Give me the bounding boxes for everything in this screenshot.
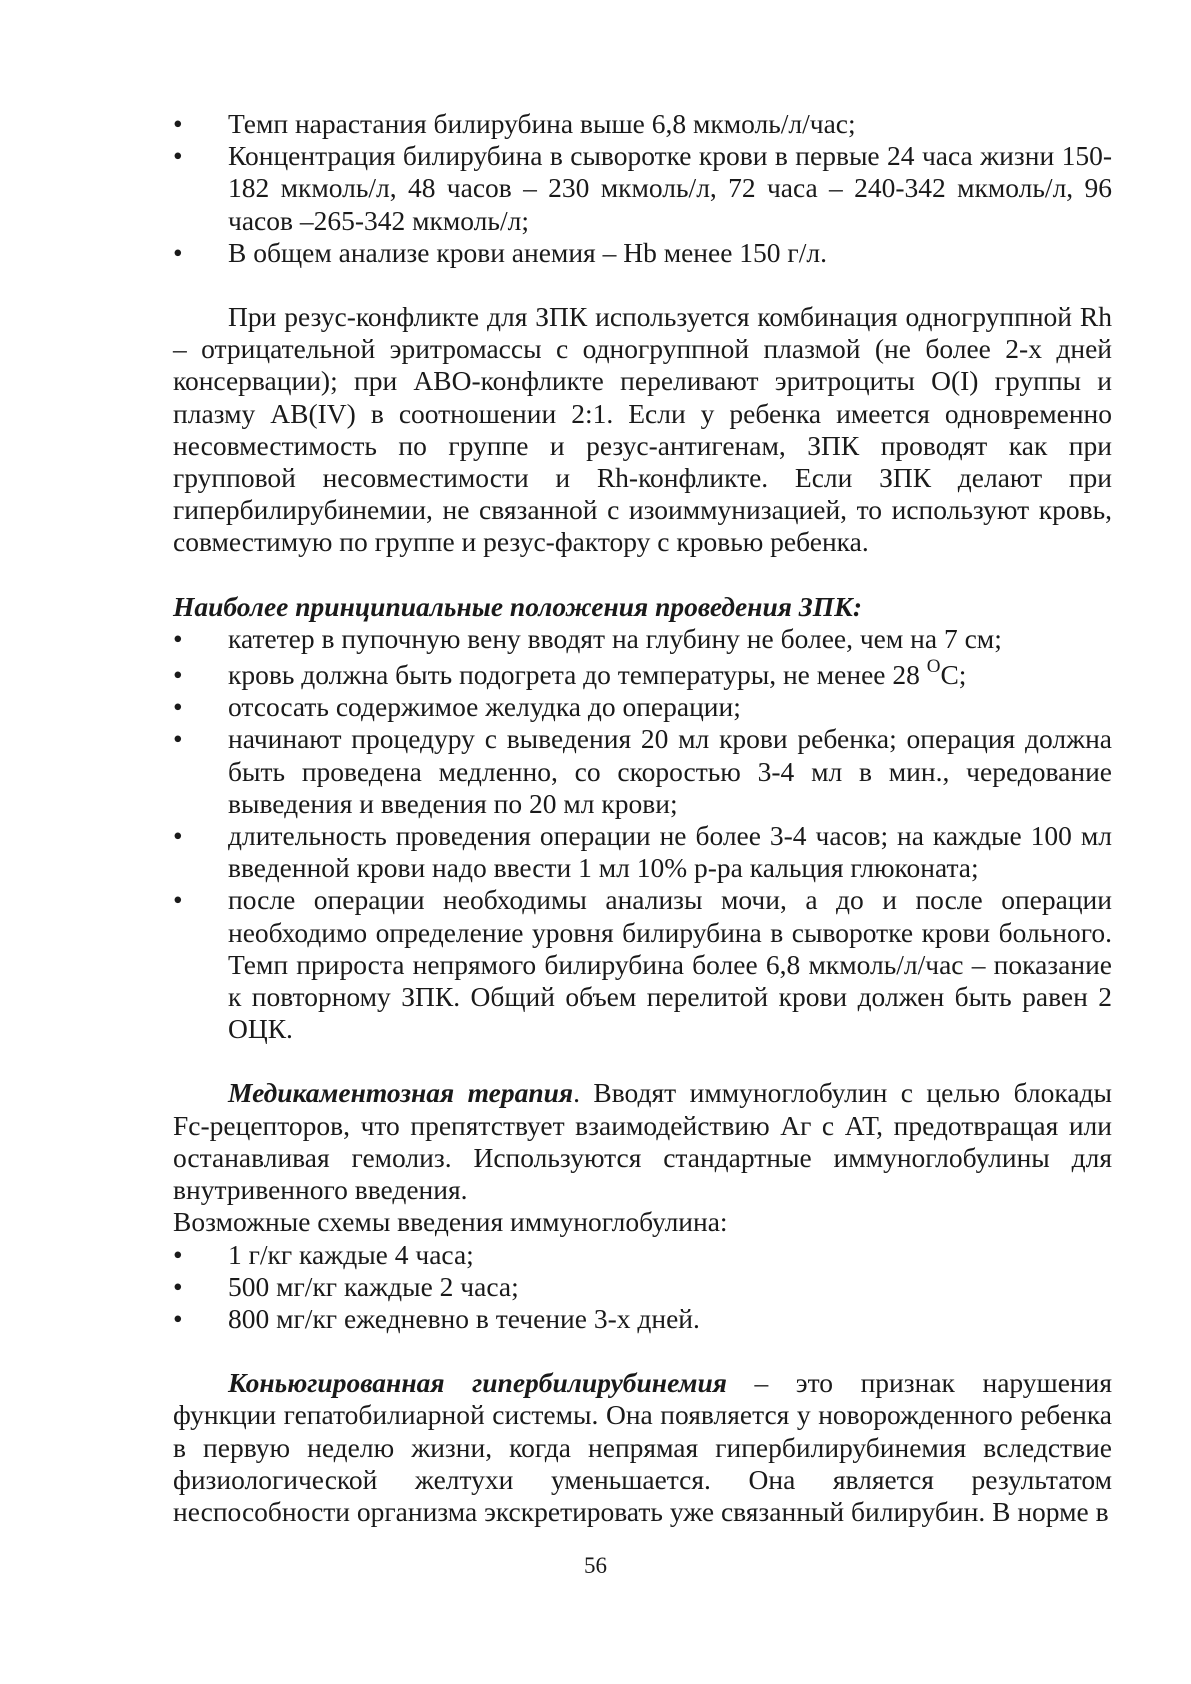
page-number: 56 — [584, 1553, 607, 1578]
procedure-list — [173, 623, 1112, 1046]
paragraph-drug-therapy — [173, 1077, 1112, 1206]
bullet-icon: • — [173, 723, 183, 755]
paragraph-text: . Вводят иммуноглобулин с целью блокады Fc-рецепторов, что препятствует взаимодействию Аг с АТ, предотвращая или останавливая гемолиз. Используются стандартные иммуноглобулины для внутривенного введения. — [173, 1077, 1112, 1206]
list-item — [173, 140, 1112, 237]
schemes-list — [173, 1239, 1112, 1336]
list-item — [173, 723, 1112, 820]
list-item-text: кровь должна быть подогрета до температуры, не менее 28 — [228, 659, 927, 691]
bullet-icon: • — [173, 884, 183, 916]
list-item-text: начинают процедуру с выведения 20 мл крови ребенка; операция должна быть проведена медленно, со скоростью 3-4 мл в мин., чередование выведения и введения по 20 мл крови; — [228, 723, 1112, 819]
list-item — [173, 820, 1112, 884]
term-drug-therapy: Медикаментозная терапия — [228, 1077, 574, 1109]
page-body — [173, 108, 1112, 1528]
paragraph-text: – это признак нарушения функции гепатобилиарной системы. Она появляется у новорожденного ребенка в первую неделю жизни, когда непрямая гипербилирубинемия вследствие физиологической желтухи уменьшается. Она является результатом неспособности организма экскретировать уже связанный билирубин. В норме в — [173, 1367, 1113, 1527]
list-item — [173, 691, 1112, 723]
bullet-icon: • — [173, 1270, 183, 1302]
list-item-text: 500 мг/кг каждые 2 часа; — [228, 1270, 519, 1302]
list-item — [173, 1271, 1112, 1303]
list-item-text: 800 мг/кг ежедневно в течение 3-х дней. — [228, 1302, 700, 1334]
list-item-text: Темп нарастания билирубина выше 6,8 мкмоль/л/час; — [228, 108, 856, 139]
list-item — [173, 237, 1112, 269]
bullet-icon: • — [173, 236, 183, 268]
bullet-icon: • — [173, 622, 183, 654]
list-item-text: отсосать содержимое желудка до операции; — [228, 691, 741, 723]
degree-superscript: О — [926, 655, 941, 677]
criteria-list — [173, 108, 1112, 269]
schemes-intro: Возможные схемы введения иммуноглобулина: — [173, 1206, 728, 1238]
section-heading: Наиболее принципиальные положения проведения ЗПК: — [173, 590, 862, 622]
list-item — [173, 655, 1112, 691]
list-item-text: 1 г/кг каждые 4 часа; — [228, 1238, 474, 1270]
list-item-text: после операции необходимы анализы мочи, а до и после операции необходимо определение уровня билирубина в сыворотке крови больного. Темп прироста непрямого билирубина более 6,8 мкмоль/л/час – показание к повторному ЗПК. Общий объем перелитой крови должен быть равен 2 ОЦК. — [228, 884, 1112, 1045]
paragraph-exchange-transfusion: При резус-конфликте для ЗПК используется комбинация одногруппной Rh – отрицательной эритромассы с одногруппной плазмой (не более 2-х дней консервации); при АВО-конфликте переливают эритроциты О(I) группы и плазму АВ(IV) в соотношении 2:1. Если у ребенка имеется одновременно несовместимость по группе и резус-антигенам, ЗПК проводят как при групповой несовместимости и Rh-конфликте. Если ЗПК делают при гипербилирубинемии, не связанной с изоиммунизацией, то используют кровь, совместимую по группе и резус-фактору с кровью ребенка. — [173, 301, 1112, 558]
list-item-text-end: С; — [940, 659, 967, 691]
list-item — [173, 623, 1112, 655]
list-item-text: длительность проведения операции не более 3-4 часов; на каждые 100 мл введенной крови надо ввести 1 мл 10% р-ра кальция глюконата; — [228, 820, 1112, 884]
list-item — [173, 884, 1112, 1045]
list-item — [173, 1303, 1112, 1335]
bullet-icon: • — [173, 1238, 183, 1270]
bullet-icon: • — [173, 140, 183, 172]
list-item-text: Концентрация билирубина в сыворотке крови в первые 24 часа жизни 150-182 мкмоль/л, 48 часов – 230 мкмоль/л, 72 часа – 240-342 мкмоль/л, 96 часов –265-342 мкмоль/л; — [228, 140, 1112, 236]
list-item-text: В общем анализе крови анемия – Hb менее 150 г/л. — [228, 236, 827, 268]
list-item-text: катетер в пупочную вену вводят на глубину не более, чем на 7 см; — [228, 622, 1002, 654]
bullet-icon: • — [173, 1302, 183, 1334]
bullet-icon: • — [173, 820, 183, 852]
bullet-icon: • — [173, 108, 183, 139]
bullet-icon: • — [173, 659, 183, 691]
list-item — [173, 1239, 1112, 1271]
paragraph-conjugated-hyperbilirubinemia — [173, 1367, 1112, 1528]
term-conjugated-hyperbilirubinemia: Коньюгированная гипербилирубинемия — [228, 1367, 727, 1399]
list-item — [173, 108, 1112, 140]
bullet-icon: • — [173, 691, 183, 723]
